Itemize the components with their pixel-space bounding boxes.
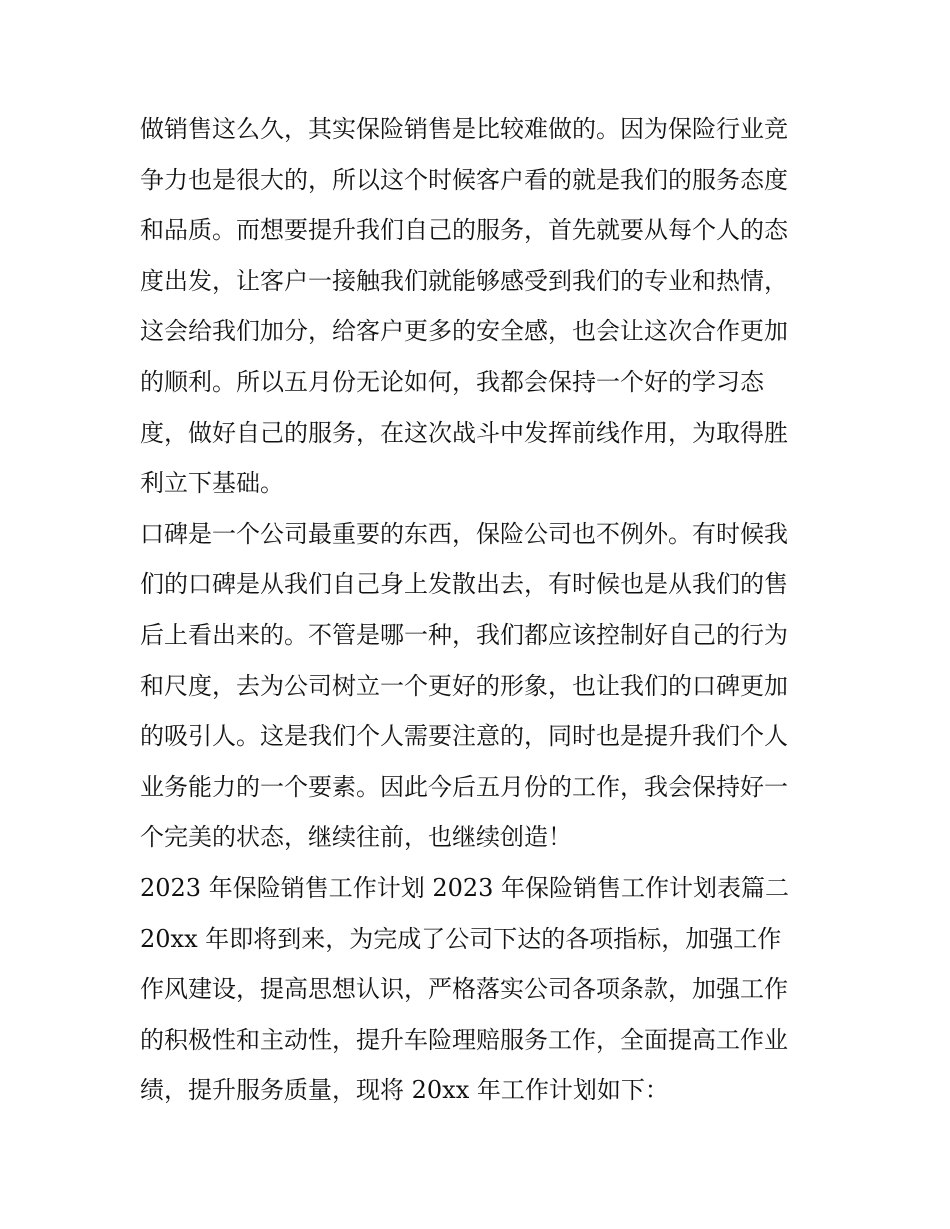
text-line: 口碑是一个公司最重要的东西，保险公司也不例外。有时候我: [140, 519, 788, 548]
text-line: 这会给我们加分，给客户更多的安全感，也会让这次合作更加: [140, 317, 788, 346]
text-line: 作风建设，提高思想认识，严格落实公司各项条款，加强工作: [140, 975, 788, 1004]
text-line: 20xx 年即将到来，为完成了公司下达的各项指标，加强工作: [140, 924, 782, 953]
text-line: 度出发，让客户一接触我们就能够感受到我们的专业和热情，: [140, 266, 788, 295]
text-line: 的吸引人。这是我们个人需要注意的，同时也是提升我们个人: [140, 722, 788, 751]
document-body: [140, 104, 820, 1116]
text-line: 争力也是很大的，所以这个时候客户看的就是我们的服务态度: [140, 165, 788, 194]
text-line: 们的口碑是从我们自己身上发散出去，有时候也是从我们的售: [140, 570, 788, 599]
text-line: 个完美的状态，继续往前，也继续创造！: [140, 823, 572, 852]
text-line: 度，做好自己的服务，在这次战斗中发挥前线作用，为取得胜: [140, 418, 788, 447]
text-line: 利立下基础。: [140, 469, 284, 498]
text-line: 的顺利。所以五月份无论如何，我都会保持一个好的学习态: [140, 367, 764, 396]
text-line: 的积极性和主动性，提升车险理赔服务工作，全面提高工作业: [140, 1025, 788, 1054]
text-line: 和品质。而想要提升我们自己的服务，首先就要从每个人的态: [140, 216, 788, 245]
text-line: 绩，提升服务质量，现将 20xx 年工作计划如下：: [140, 1076, 669, 1105]
section-heading: 2023 年保险销售工作计划 2023 年保险销售工作计划表篇二: [140, 873, 790, 902]
text-line: 和尺度，去为公司树立一个更好的形象，也让我们的口碑更加: [140, 671, 788, 700]
text-line: 业务能力的一个要素。因此今后五月份的工作，我会保持好一: [140, 772, 788, 801]
text-line: 后上看出来的。不管是哪一种，我们都应该控制好自己的行为: [140, 620, 788, 649]
text-line: 做销售这么久，其实保险销售是比较难做的。因为保险行业竞: [140, 115, 788, 143]
